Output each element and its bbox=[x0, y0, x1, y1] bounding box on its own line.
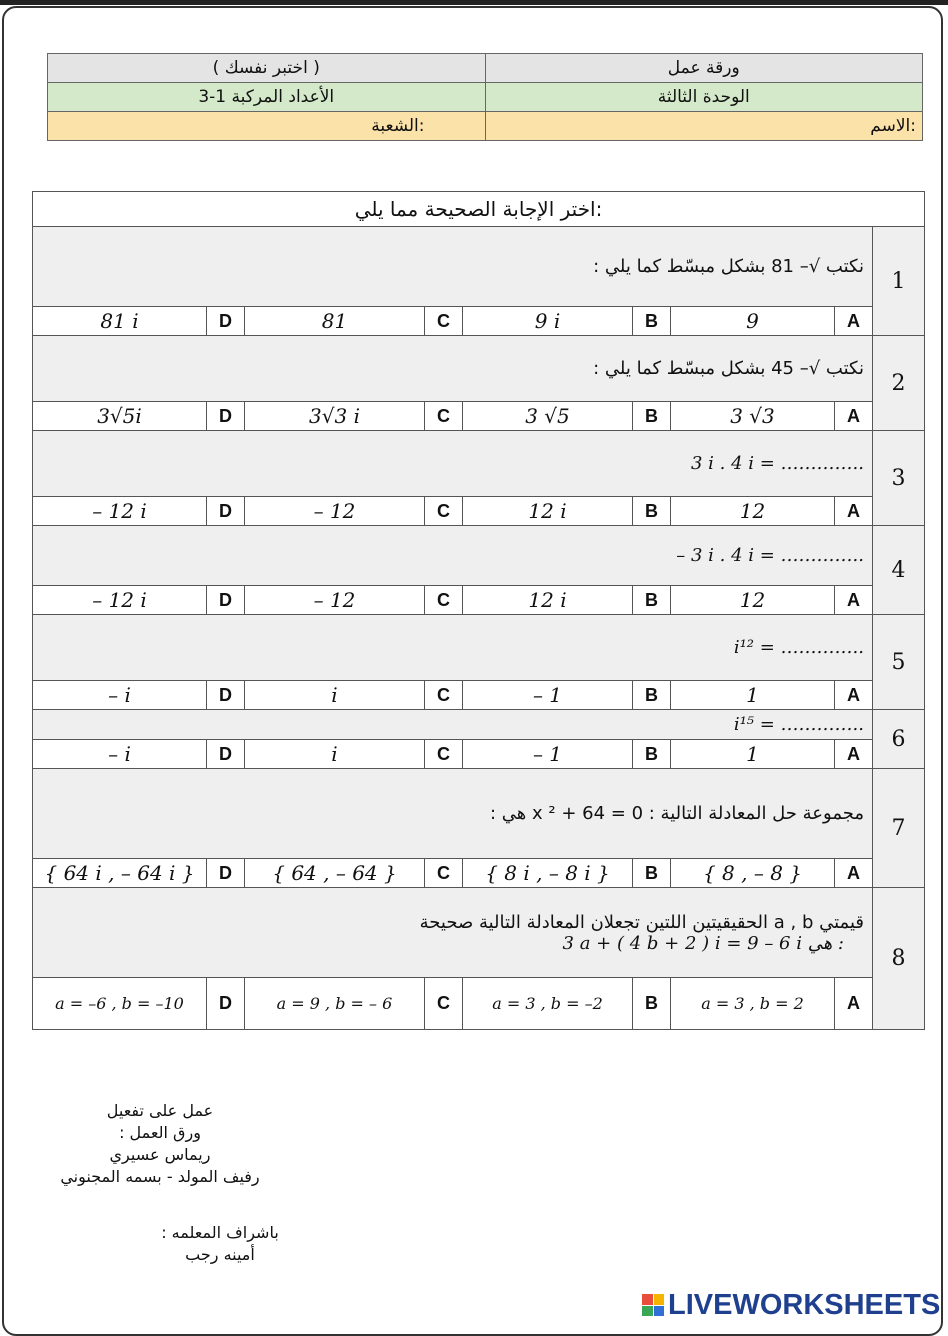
option-c[interactable]: { 64 , – 64 } bbox=[245, 859, 425, 888]
header-worksheet: ورقة عمل bbox=[485, 54, 923, 83]
question-stem bbox=[33, 526, 873, 586]
option-b[interactable]: – 1 bbox=[463, 681, 633, 710]
option-b[interactable]: 12 i bbox=[463, 586, 633, 615]
option-d[interactable]: 81 i bbox=[33, 307, 207, 336]
option-d[interactable]: – 12 i bbox=[33, 497, 207, 526]
question-number: 7 bbox=[873, 769, 925, 888]
top-border bbox=[0, 0, 948, 5]
option-d[interactable]: – 12 i bbox=[33, 586, 207, 615]
option-letter-b: B bbox=[633, 497, 671, 526]
option-letter-a: A bbox=[835, 402, 873, 431]
option-d[interactable]: 3√5i bbox=[33, 402, 207, 431]
option-b[interactable]: – 1 bbox=[463, 740, 633, 769]
supervisor-label: باشراف المعلمه : bbox=[161, 1223, 279, 1242]
question-stem bbox=[33, 710, 873, 740]
question-stem bbox=[33, 227, 873, 307]
question-number: 4 bbox=[873, 526, 925, 615]
option-a[interactable]: { 8 , – 8 } bbox=[671, 859, 835, 888]
liveworksheets-logo bbox=[642, 1290, 940, 1320]
header-lesson: 3-1 الأعداد المركبة bbox=[48, 83, 486, 112]
option-c[interactable]: 81 bbox=[245, 307, 425, 336]
option-letter-c: C bbox=[425, 978, 463, 1030]
option-b[interactable]: { 8 i , – 8 i } bbox=[463, 859, 633, 888]
option-b[interactable]: 9 i bbox=[463, 307, 633, 336]
option-a[interactable]: 1 bbox=[671, 740, 835, 769]
option-letter-b: B bbox=[633, 586, 671, 615]
option-d[interactable]: – i bbox=[33, 681, 207, 710]
option-letter-d: D bbox=[207, 497, 245, 526]
option-c[interactable]: i bbox=[245, 681, 425, 710]
quiz-title: اختر الإجابة الصحيحة مما يلي: bbox=[33, 192, 925, 227]
question-number: 3 bbox=[873, 431, 925, 526]
question-4-text: – 3 i . 4 i = ………….. bbox=[676, 545, 864, 566]
question-number: 5 bbox=[873, 615, 925, 710]
credits-line: رفيف المولد - بسمه المجنوني bbox=[60, 1167, 260, 1186]
option-letter-d: D bbox=[207, 978, 245, 1030]
option-a[interactable]: 3 √3 bbox=[671, 402, 835, 431]
option-a[interactable]: a = 3 , b = 2 bbox=[671, 978, 835, 1030]
questions-table bbox=[32, 191, 925, 1030]
option-d[interactable]: – i bbox=[33, 740, 207, 769]
header-table bbox=[47, 53, 923, 141]
option-c[interactable]: a = 9 , b = – 6 bbox=[245, 978, 425, 1030]
option-b[interactable]: 12 i bbox=[463, 497, 633, 526]
option-a[interactable]: 12 bbox=[671, 586, 835, 615]
option-letter-a: A bbox=[835, 859, 873, 888]
question-3-text: 3 i . 4 i = ………….. bbox=[691, 453, 864, 474]
option-letter-a: A bbox=[835, 586, 873, 615]
question-7-text: مجموعة حل المعادلة التالية : x ² + 64 = 0 هي : bbox=[490, 803, 864, 824]
option-letter-c: C bbox=[425, 681, 463, 710]
option-letter-d: D bbox=[207, 681, 245, 710]
option-a[interactable]: 9 bbox=[671, 307, 835, 336]
option-letter-b: B bbox=[633, 978, 671, 1030]
option-letter-c: C bbox=[425, 402, 463, 431]
option-d[interactable]: a = –6 , b = –10 bbox=[33, 978, 207, 1030]
option-c[interactable]: i bbox=[245, 740, 425, 769]
option-letter-a: A bbox=[835, 307, 873, 336]
question-stem bbox=[33, 336, 873, 402]
question-number: 8 bbox=[873, 888, 925, 1030]
header-section: الشعبة: bbox=[48, 112, 486, 141]
option-a[interactable]: 1 bbox=[671, 681, 835, 710]
option-letter-c: C bbox=[425, 586, 463, 615]
option-b[interactable]: a = 3 , b = –2 bbox=[463, 978, 633, 1030]
question-number: 2 bbox=[873, 336, 925, 431]
option-a[interactable]: 12 bbox=[671, 497, 835, 526]
option-letter-c: C bbox=[425, 859, 463, 888]
option-c[interactable]: – 12 bbox=[245, 497, 425, 526]
question-2-text: نكتب √– 45 بشكل مبسّط كما يلي : bbox=[593, 358, 864, 379]
supervisor-block bbox=[150, 1222, 290, 1266]
header-self-test: ( اختبر نفسك ) bbox=[48, 54, 486, 83]
question-6-text: i¹⁵ = ………….. bbox=[733, 714, 864, 735]
credits-line: عمل على تفعيل bbox=[106, 1101, 214, 1120]
question-number: 1 bbox=[873, 227, 925, 336]
logo-icon bbox=[642, 1294, 664, 1316]
option-letter-d: D bbox=[207, 307, 245, 336]
question-8-text: قيمتي a , b الحقيقيتين اللتين تجعلان المعادلة التالية صحيحة bbox=[419, 911, 864, 933]
question-8-equation: 3 a + ( 4 b + 2 ) i = 9 – 6 i هي : bbox=[562, 932, 844, 954]
option-b[interactable]: 3 √5 bbox=[463, 402, 633, 431]
credits-block bbox=[40, 1100, 280, 1188]
header-name: الاسم: bbox=[485, 112, 923, 141]
question-5-text: i¹² = ………….. bbox=[733, 637, 864, 658]
option-letter-d: D bbox=[207, 402, 245, 431]
option-letter-d: D bbox=[207, 859, 245, 888]
option-letter-b: B bbox=[633, 681, 671, 710]
option-letter-c: C bbox=[425, 740, 463, 769]
option-letter-b: B bbox=[633, 859, 671, 888]
logo-text: LIVEWORKSHEETS bbox=[668, 1288, 941, 1321]
question-stem bbox=[33, 615, 873, 681]
supervisor-name: أمينه رجب bbox=[185, 1245, 255, 1264]
option-letter-a: A bbox=[835, 978, 873, 1030]
question-stem bbox=[33, 431, 873, 497]
option-letter-b: B bbox=[633, 740, 671, 769]
question-stem bbox=[33, 769, 873, 859]
option-letter-d: D bbox=[207, 740, 245, 769]
option-letter-a: A bbox=[835, 740, 873, 769]
option-letter-a: A bbox=[835, 681, 873, 710]
option-c[interactable]: 3√3 i bbox=[245, 402, 425, 431]
option-letter-c: C bbox=[425, 497, 463, 526]
option-letter-a: A bbox=[835, 497, 873, 526]
credits-line: ريماس عسيري bbox=[109, 1145, 211, 1164]
option-c[interactable]: – 12 bbox=[245, 586, 425, 615]
option-letter-d: D bbox=[207, 586, 245, 615]
option-d[interactable]: { 64 i , – 64 i } bbox=[33, 859, 207, 888]
option-letter-b: B bbox=[633, 402, 671, 431]
question-1-text: نكتب √– 81 بشكل مبسّط كما يلي : bbox=[593, 256, 864, 277]
question-number: 6 bbox=[873, 710, 925, 769]
header-unit: الوحدة الثالثة bbox=[485, 83, 923, 112]
credits-line: ورق العمل : bbox=[119, 1123, 201, 1142]
option-letter-c: C bbox=[425, 307, 463, 336]
question-stem bbox=[33, 888, 873, 978]
option-letter-b: B bbox=[633, 307, 671, 336]
